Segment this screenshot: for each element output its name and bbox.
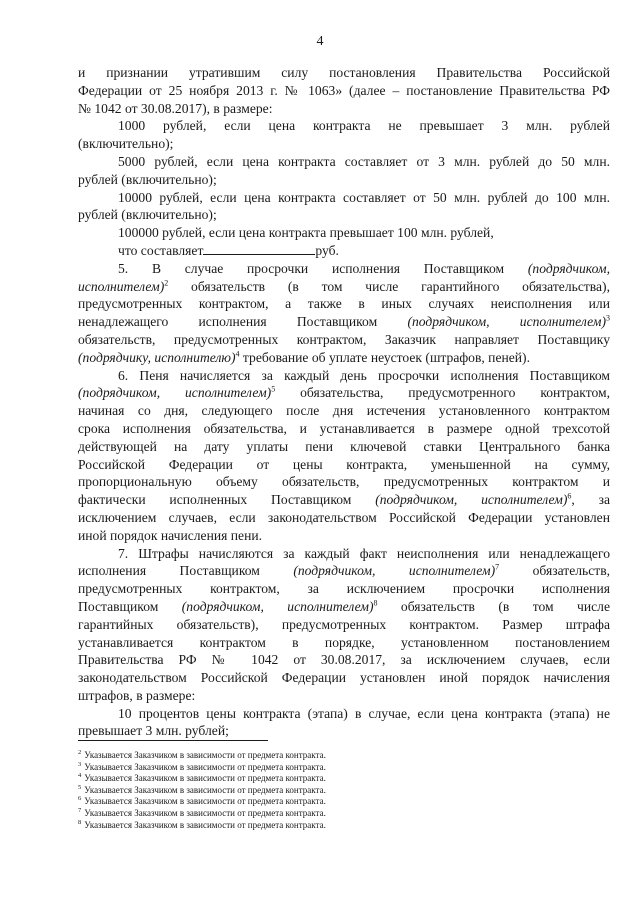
text-line: гарантийных обязательств), предусмотренных контрактом. Размер штрафа	[78, 616, 610, 632]
footnote-text: Указывается Заказчиком в зависимости от предмета контракта.	[84, 819, 326, 830]
text-line	[78, 313, 610, 331]
text-line: исключением случаев, если законодательством Российской Федерации установлен	[78, 509, 610, 525]
footnote-ref: 2	[164, 278, 169, 288]
text-line	[78, 384, 610, 402]
footnotes	[78, 750, 598, 831]
text-line: предусмотренных контрактом, а также в иных случаях неисполнения или	[78, 296, 610, 312]
text-line	[78, 562, 610, 580]
footnote-separator	[78, 740, 268, 741]
text-line: 1000 рублей, если цена контракта не превышает 3 млн. рублей	[118, 118, 610, 134]
footnote-number: 6	[78, 795, 82, 803]
footnote-text: Указывается Заказчиком в зависимости от предмета контракта.	[84, 773, 326, 784]
text-line: предусмотренных контрактом, за исключением просрочки исполнения	[78, 581, 610, 597]
text-line: 7. Штрафы начисляются за каждый факт неисполнения или ненадлежащего	[118, 545, 610, 561]
footnote-number: 8	[78, 818, 82, 826]
footnote-item	[78, 808, 598, 820]
text-line: 10000 рублей, если цена контракта составляет от 50 млн. рублей до 100 млн.	[118, 189, 610, 205]
footnote-item	[78, 773, 598, 785]
text-line: срока исполнения обязательства, и устанавливается в размере одной трехсотой	[78, 420, 610, 436]
text-line: иной порядок начисления пени.	[78, 527, 263, 543]
text-line: штрафов, в размере:	[78, 687, 196, 703]
footnote-number: 4	[78, 772, 82, 780]
text-line: 6. Пеня начисляется за каждый день просрочки исполнения Поставщиком	[118, 367, 610, 383]
footnote-text: Указывается Заказчиком в зависимости от предмета контракта.	[84, 796, 326, 807]
text-line	[78, 349, 610, 367]
text-fragment: обязательств (в том числе	[377, 598, 610, 614]
text-line: 100000 рублей, если цена контракта превышает 100 млн. рублей,	[118, 225, 494, 241]
footnote-item	[78, 750, 598, 762]
text-line: обязательств, предусмотренных контрактом, Заказчик направляет Поставщику	[78, 331, 610, 347]
footnote-number: 5	[78, 783, 82, 791]
footnote-ref: 6	[567, 491, 572, 501]
text-line: начиная со дня, следующего после дня истечения установленного контрактом	[78, 403, 610, 419]
italic-fragment: (подрядчиком, исполнителем)	[78, 385, 272, 401]
text-fragment: 5. В случае просрочки исполнения Поставщиком	[118, 260, 505, 276]
footnote-item	[78, 796, 598, 808]
text-line: (включительно);	[78, 136, 174, 152]
footnote-number: 7	[78, 806, 82, 814]
footnote-item	[78, 820, 598, 832]
text-fragment: , за	[571, 492, 611, 508]
amount-blank-field	[203, 242, 315, 255]
amount-prefix: что составляет	[118, 242, 204, 258]
fine-tier-2	[78, 153, 610, 189]
text-line: Федерации от 25 ноября 2013 г. № 1063» (далее – постановление Правительства РФ	[78, 82, 610, 98]
fine-tier-1	[78, 117, 610, 153]
italic-fragment: (подрядчику, исполнителю)	[78, 349, 236, 365]
italic-fragment: исполнителем)	[78, 278, 165, 294]
footnote-text: Указывается Заказчиком в зависимости от предмета контракта.	[84, 784, 326, 795]
footnote-ref: 4	[235, 349, 240, 359]
footnote-text: Указывается Заказчиком в зависимости от предмета контракта.	[84, 807, 326, 818]
text-line: 5000 рублей, если цена контракта составляет от 3 млн. рублей до 50 млн.	[118, 153, 610, 169]
footnote-ref: 7	[495, 562, 500, 572]
footnote-text: Указывается Заказчиком в зависимости от предмета контракта.	[84, 761, 326, 772]
text-line: рублей (включительно);	[78, 171, 217, 187]
amount-suffix: руб.	[315, 242, 339, 258]
clause-5	[78, 260, 610, 367]
text-line: Российской Федерации от цены контракта, уменьшенной на сумму,	[78, 456, 610, 472]
text-fragment: обязательств (в том числе гарантийного обязательства),	[168, 278, 610, 294]
text-fragment: обязательств,	[499, 563, 611, 579]
italic-fragment: (подрядчиком, исполнителем)	[375, 492, 568, 508]
text-line: устанавливается контрактом в порядке, установленном постановлением	[78, 634, 610, 650]
footnote-item	[78, 785, 598, 797]
text-line: превышает 3 млн. рублей;	[78, 723, 229, 739]
text-line	[78, 260, 610, 278]
footnote-number: 3	[78, 760, 82, 768]
text-line	[78, 598, 610, 616]
clause-7	[78, 545, 610, 705]
text-line: рублей (включительно);	[78, 207, 217, 223]
footnote-number: 2	[78, 749, 82, 756]
document-body	[78, 64, 610, 740]
footnote-item	[78, 762, 598, 774]
text-fragment: обязательства, предусмотренного контрактом,	[275, 385, 610, 401]
text-fragment: требование об уплате неустоек (штрафов, пеней).	[239, 349, 530, 365]
italic-fragment: (подрядчиком, исполнителем)	[181, 598, 374, 614]
text-line	[78, 278, 610, 296]
text-fragment: Поставщиком	[78, 598, 182, 614]
text-line: и признании утратившим силу постановления Правительства Российской	[78, 65, 610, 80]
text-line: 10 процентов цены контракта (этапа) в случае, если цена контракта (этапа) не	[118, 705, 610, 721]
intro-paragraph	[78, 64, 610, 117]
text-line: № 1042 от 30.08.2017), в размере:	[78, 100, 273, 116]
amount-line	[78, 242, 610, 260]
text-fragment: исполнения Поставщиком	[78, 563, 294, 579]
fine-tier-3	[78, 189, 610, 225]
text-line: Правительства РФ № 1042 от 30.08.2017, за исключением случаев, если	[78, 652, 610, 668]
italic-fragment: (подрядчиком, исполнителем)	[293, 563, 496, 579]
italic-fragment: (подрядчиком, исполнителем)	[407, 314, 606, 330]
fine-tier-4	[78, 224, 610, 260]
text-line: законодательством Российской Федерации установлен иной порядок начисления	[78, 670, 610, 686]
text-fragment: ненадлежащего исполнения Поставщиком	[78, 314, 408, 330]
clause-6	[78, 367, 610, 545]
text-fragment: фактически исполненных Поставщиком	[78, 492, 376, 508]
italic-fragment: (подрядчиком,	[527, 260, 610, 276]
penalty-tier-1	[78, 705, 610, 741]
text-line: пропорциональную объему обязательств, предусмотренных контрактом и	[78, 474, 610, 490]
page-number: 4	[316, 34, 324, 49]
footnote-ref: 3	[606, 313, 610, 323]
footnote-ref: 8	[373, 598, 378, 608]
footnote-ref: 5	[271, 384, 276, 394]
footnote-text: Указывается Заказчиком в зависимости от предмета контракта.	[84, 750, 326, 760]
text-line	[78, 491, 610, 509]
text-line: действующей на дату уплаты пени ключевой ставки Центрального банка	[78, 438, 610, 454]
